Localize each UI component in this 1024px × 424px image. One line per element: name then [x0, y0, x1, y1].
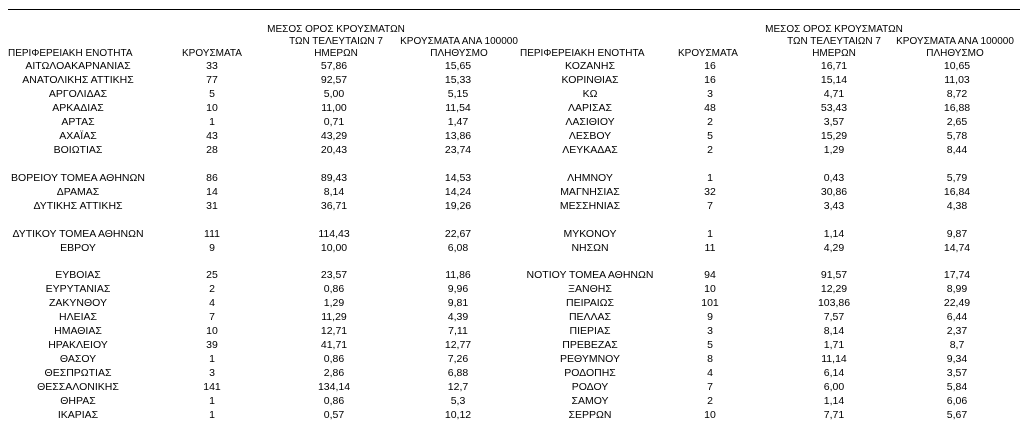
right-table-row: [0, 171, 1024, 185]
right-cell-avg7: 103,86: [817, 297, 851, 309]
right-cell-cases: 10: [704, 283, 716, 295]
right-cell-region: ΚΟΖΑΝΗΣ: [565, 60, 615, 72]
left-cell-region: ΗΛΕΙΑΣ: [58, 311, 97, 323]
left-cell-avg7: 20,43: [320, 144, 348, 156]
left-cell-avg7: 5,00: [323, 88, 345, 100]
left-cell-cases: 4: [209, 297, 215, 309]
right-header-cases: ΚΡΟΥΣΜΑΤΑ: [678, 48, 738, 59]
right-cell-region: ΠΡΕΒΕΖΑΣ: [562, 339, 618, 351]
right-cell-per100k: 2,37: [946, 325, 968, 337]
left-cell-region: ΒΟΡΕΙΟΥ ΤΟΜΕΑ ΑΘΗΝΩΝ: [11, 172, 145, 184]
right-cell-per100k: 3,57: [946, 367, 968, 379]
left-cell-avg7: 43,29: [320, 130, 348, 142]
right-table-row: [0, 366, 1024, 380]
right-cell-region: ΜΑΓΝΗΣΙΑΣ: [560, 186, 620, 198]
right-table-row: [0, 129, 1024, 143]
left-cell-region: ΙΚΑΡΙΑΣ: [57, 409, 99, 421]
right-cell-region: ΛΕΣΒΟΥ: [568, 130, 612, 142]
right-cell-region: ΛΑΣΙΘΙΟΥ: [565, 116, 615, 128]
right-cell-per100k: 8,99: [946, 283, 968, 295]
right-cell-cases: 3: [707, 325, 713, 337]
right-cell-region: ΚΩ: [582, 88, 598, 100]
left-cell-cases: 1: [209, 116, 215, 128]
right-cell-cases: 7: [707, 381, 713, 393]
right-cell-per100k: 5,84: [946, 381, 968, 393]
right-cell-cases: 1: [707, 172, 713, 184]
right-header-avg7: ΜΕΣΟΣ ΟΡΟΣ ΚΡΟΥΣΜΑΤΩΝ ΤΩΝ ΤΕΛΕΥΤΑΙΩΝ 7 ΗΜΕΡΩΝ: [765, 24, 903, 59]
right-cell-region: ΝΗΣΩΝ: [571, 242, 609, 254]
left-cell-per100k: 22,67: [444, 228, 472, 240]
right-cell-per100k: 8,72: [946, 88, 968, 100]
right-table-row: [0, 296, 1024, 310]
right-cell-region: ΛΗΜΝΟΥ: [567, 172, 613, 184]
left-cell-region: ΗΡΑΚΛΕΙΟΥ: [48, 339, 108, 351]
left-cell-per100k: 13,86: [444, 130, 472, 142]
left-cell-region: ΑΝΑΤΟΛΙΚΗΣ ΑΤΤΙΚΗΣ: [22, 74, 134, 86]
left-cell-cases: 31: [206, 200, 218, 212]
left-cell-avg7: 114,43: [318, 228, 350, 240]
left-cell-cases: 1: [209, 353, 215, 365]
left-cell-per100k: 9,96: [447, 283, 469, 295]
left-cell-avg7: 11,29: [321, 311, 347, 323]
left-header-region: ΠΕΡΙΦΕΡΕΙΑΚΗ ΕΝΟΤΗΤΑ: [8, 48, 133, 59]
left-cell-cases: 39: [206, 339, 218, 351]
right-cell-per100k: 5,67: [946, 409, 968, 421]
right-table-row: [0, 268, 1024, 282]
right-cell-avg7: 3,43: [823, 200, 845, 212]
right-table-row: [0, 227, 1024, 241]
right-table-row: [0, 282, 1024, 296]
right-table-row: [0, 199, 1024, 213]
right-cell-cases: 32: [704, 186, 716, 198]
right-cell-avg7: 1,14: [823, 395, 845, 407]
right-cell-per100k: 6,06: [946, 395, 968, 407]
right-cell-cases: 3: [707, 88, 713, 100]
left-cell-avg7: 10,00: [320, 242, 348, 254]
left-cell-avg7: 12,71: [320, 325, 348, 337]
left-header-avg7: ΜΕΣΟΣ ΟΡΟΣ ΚΡΟΥΣΜΑΤΩΝ ΤΩΝ ΤΕΛΕΥΤΑΙΩΝ 7 ΗΜΕΡΩΝ: [267, 24, 405, 59]
right-cell-avg7: 3,57: [823, 116, 845, 128]
right-cell-cases: 11: [704, 242, 716, 254]
right-cell-avg7: 15,14: [820, 74, 848, 86]
right-cell-avg7: 53,43: [820, 102, 848, 114]
right-cell-cases: 10: [704, 409, 716, 421]
left-cell-cases: 86: [206, 172, 218, 184]
right-cell-region: ΝΟΤΙΟΥ ΤΟΜΕΑ ΑΘΗΝΩΝ: [526, 269, 654, 281]
right-table-row: [0, 352, 1024, 366]
right-cell-cases: 101: [701, 297, 719, 309]
right-cell-cases: 9: [707, 311, 713, 323]
right-cell-cases: 2: [707, 144, 713, 156]
right-cell-region: ΡΟΔΟΥ: [571, 381, 609, 393]
left-cell-region: ΑΡΓΟΛΙΔΑΣ: [48, 88, 108, 100]
right-cell-per100k: 17,74: [943, 269, 971, 281]
left-cell-region: ΑΧΑΪΑΣ: [59, 130, 97, 142]
left-cell-region: ΘΕΣΠΡΩΤΙΑΣ: [44, 367, 112, 379]
right-cell-avg7: 1,29: [823, 144, 845, 156]
left-cell-region: ΗΜΑΘΙΑΣ: [54, 325, 102, 337]
left-cell-avg7: 92,57: [320, 74, 348, 86]
right-cell-avg7: 8,14: [823, 325, 845, 337]
left-cell-region: ΔΥΤΙΚΗΣ ΑΤΤΙΚΗΣ: [33, 200, 123, 212]
left-cell-per100k: 7,11: [448, 325, 468, 337]
left-cell-region: ΘΕΣΣΑΛΟΝΙΚΗΣ: [37, 381, 119, 393]
right-cell-avg7: 1,71: [823, 339, 845, 351]
right-table-row: [0, 408, 1024, 422]
right-cell-per100k: 16,88: [943, 102, 971, 114]
right-cell-per100k: 14,74: [943, 242, 971, 254]
right-table-row: [0, 241, 1024, 255]
right-cell-region: ΚΟΡΙΝΘΙΑΣ: [561, 74, 619, 86]
left-cell-region: ΘΗΡΑΣ: [60, 395, 96, 407]
left-cell-avg7: 23,57: [320, 269, 348, 281]
left-cell-cases: 141: [203, 381, 221, 393]
right-cell-per100k: 8,7: [949, 339, 965, 351]
right-cell-avg7: 4,71: [823, 88, 845, 100]
left-cell-cases: 1: [209, 395, 215, 407]
left-cell-per100k: 11,86: [445, 269, 471, 281]
right-cell-avg7: 7,71: [823, 409, 845, 421]
right-cell-region: ΠΙΕΡΙΑΣ: [569, 325, 611, 337]
left-cell-per100k: 6,88: [447, 367, 469, 379]
right-cell-cases: 2: [707, 395, 713, 407]
right-cell-region: ΞΑΝΘΗΣ: [568, 283, 612, 295]
left-cell-region: ΕΒΡΟΥ: [60, 242, 96, 254]
right-cell-per100k: 10,65: [943, 60, 971, 72]
right-header-per100k: ΚΡΟΥΣΜΑΤΑ ΑΝΑ 100000 ΠΛΗΘΥΣΜΟ: [896, 36, 1014, 59]
left-cell-region: ΒΟΙΩΤΙΑΣ: [53, 144, 103, 156]
right-cell-cases: 2: [707, 116, 713, 128]
right-cell-per100k: 11,03: [944, 74, 970, 86]
left-cell-cases: 7: [209, 311, 215, 323]
right-cell-region: ΜΕΣΣΗΝΙΑΣ: [559, 200, 621, 212]
left-cell-avg7: 2,86: [323, 367, 345, 379]
right-cell-region: ΣΕΡΡΩΝ: [568, 409, 612, 421]
left-cell-cases: 9: [209, 242, 215, 254]
right-cell-region: ΠΕΙΡΑΙΩΣ: [566, 297, 614, 309]
right-table-row: [0, 324, 1024, 338]
left-cell-cases: 2: [209, 283, 215, 295]
left-cell-cases: 111: [204, 228, 220, 240]
left-cell-per100k: 23,74: [444, 144, 472, 156]
left-cell-avg7: 36,71: [320, 200, 348, 212]
right-cell-avg7: 12,29: [820, 283, 848, 295]
left-cell-per100k: 15,33: [444, 74, 472, 86]
left-cell-cases: 14: [206, 186, 218, 198]
right-cell-per100k: 16,84: [943, 186, 971, 198]
left-header-per100k: ΚΡΟΥΣΜΑΤΑ ΑΝΑ 100000 ΠΛΗΘΥΣΜΟ: [400, 36, 518, 59]
right-cell-avg7: 6,00: [823, 381, 845, 393]
left-cell-per100k: 11,54: [445, 102, 471, 114]
left-cell-avg7: 8,14: [323, 186, 345, 198]
right-cell-region: ΡΟΔΟΠΗΣ: [564, 367, 616, 379]
left-cell-per100k: 5,15: [447, 88, 469, 100]
right-table-row: [0, 59, 1024, 73]
left-cell-avg7: 134,14: [317, 381, 351, 393]
left-cell-cases: 43: [206, 130, 218, 142]
left-cell-region: ΔΡΑΜΑΣ: [56, 186, 100, 198]
right-cell-per100k: 4,38: [946, 200, 968, 212]
right-cell-avg7: 30,86: [820, 186, 848, 198]
right-cell-cases: 48: [704, 102, 716, 114]
left-cell-cases: 77: [206, 74, 218, 86]
right-cell-avg7: 15,29: [820, 130, 848, 142]
top-rule: [8, 9, 1020, 10]
right-cell-per100k: 5,78: [946, 130, 968, 142]
right-cell-per100k: 9,34: [946, 353, 968, 365]
right-table-row: [0, 394, 1024, 408]
right-table-row: [0, 101, 1024, 115]
left-cell-avg7: 0,71: [323, 116, 345, 128]
left-cell-cases: 3: [209, 367, 215, 379]
left-cell-cases: 25: [206, 269, 218, 281]
right-cell-avg7: 4,29: [823, 242, 845, 254]
left-cell-avg7: 0,57: [323, 409, 345, 421]
right-table-row: [0, 185, 1024, 199]
left-cell-per100k: 4,39: [447, 311, 469, 323]
left-cell-per100k: 6,08: [447, 242, 469, 254]
left-cell-region: ΑΡΤΑΣ: [61, 116, 95, 128]
left-cell-per100k: 12,77: [444, 339, 472, 351]
right-cell-cases: 8: [707, 353, 713, 365]
left-cell-avg7: 0,86: [323, 353, 345, 365]
right-cell-cases: 16: [704, 60, 716, 72]
right-cell-avg7: 11,14: [821, 353, 847, 365]
right-cell-per100k: 22,49: [943, 297, 971, 309]
left-cell-avg7: 1,29: [323, 297, 345, 309]
right-table-row: [0, 143, 1024, 157]
right-table-row: [0, 380, 1024, 394]
left-cell-per100k: 7,26: [447, 353, 469, 365]
left-cell-per100k: 15,65: [444, 60, 472, 72]
left-header-cases: ΚΡΟΥΣΜΑΤΑ: [182, 48, 242, 59]
left-cell-avg7: 11,00: [321, 102, 347, 114]
right-table-row: [0, 338, 1024, 352]
right-cell-region: ΠΕΛΛΑΣ: [568, 311, 612, 323]
left-cell-region: ΕΥΡΥΤΑΝΙΑΣ: [45, 283, 111, 295]
right-cell-avg7: 16,71: [820, 60, 848, 72]
left-cell-cases: 10: [206, 102, 218, 114]
left-cell-region: ΔΥΤΙΚΟΥ ΤΟΜΕΑ ΑΘΗΝΩΝ: [12, 228, 144, 240]
left-cell-cases: 5: [209, 88, 215, 100]
right-cell-region: ΜΥΚΟΝΟΥ: [563, 228, 617, 240]
right-cell-region: ΣΑΜΟΥ: [571, 395, 609, 407]
left-cell-avg7: 57,86: [320, 60, 348, 72]
left-cell-region: ΕΥΒΟΙΑΣ: [55, 269, 101, 281]
right-cell-per100k: 6,44: [946, 311, 968, 323]
right-cell-avg7: 1,14: [823, 228, 845, 240]
left-cell-avg7: 89,43: [320, 172, 348, 184]
left-cell-per100k: 10,12: [444, 409, 472, 421]
left-cell-region: ΑΙΤΩΛΟΑΚΑΡΝΑΝΙΑΣ: [25, 60, 131, 72]
right-cell-cases: 5: [707, 339, 713, 351]
left-cell-per100k: 12,7: [447, 381, 469, 393]
right-cell-per100k: 8,44: [946, 144, 968, 156]
left-cell-per100k: 19,26: [444, 200, 472, 212]
left-cell-avg7: 41,71: [320, 339, 348, 351]
left-cell-cases: 33: [206, 60, 218, 72]
right-cell-cases: 5: [707, 130, 713, 142]
right-cell-avg7: 7,57: [823, 311, 845, 323]
left-cell-per100k: 14,24: [444, 186, 472, 198]
left-cell-avg7: 0,86: [323, 283, 345, 295]
right-cell-cases: 94: [704, 269, 716, 281]
right-cell-cases: 1: [707, 228, 713, 240]
right-table-row: [0, 73, 1024, 87]
right-table-row: [0, 87, 1024, 101]
right-cell-avg7: 6,14: [823, 367, 845, 379]
left-cell-per100k: 1,47: [447, 116, 469, 128]
left-cell-region: ΘΑΣΟΥ: [59, 353, 97, 365]
left-cell-cases: 10: [206, 325, 218, 337]
right-cell-cases: 4: [707, 367, 713, 379]
left-cell-region: ΖΑΚΥΝΘΟΥ: [48, 297, 107, 309]
right-cell-per100k: 2,65: [946, 116, 968, 128]
right-table-row: [0, 115, 1024, 129]
right-cell-avg7: 91,57: [820, 269, 848, 281]
left-cell-cases: 1: [209, 409, 215, 421]
right-cell-cases: 7: [707, 200, 713, 212]
right-cell-per100k: 5,79: [946, 172, 968, 184]
left-cell-avg7: 0,86: [323, 395, 345, 407]
right-cell-region: ΛΕΥΚΑΔΑΣ: [562, 144, 618, 156]
right-cell-region: ΛΑΡΙΣΑΣ: [568, 102, 612, 114]
right-cell-cases: 16: [704, 74, 716, 86]
left-cell-per100k: 9,81: [447, 297, 469, 309]
left-cell-region: ΑΡΚΑΔΙΑΣ: [52, 102, 104, 114]
left-cell-per100k: 14,53: [444, 172, 472, 184]
right-cell-avg7: 0,43: [823, 172, 845, 184]
right-table-row: [0, 310, 1024, 324]
left-cell-cases: 28: [206, 144, 218, 156]
left-cell-per100k: 5,3: [450, 395, 466, 407]
right-cell-region: ΡΕΘΥΜΝΟΥ: [559, 353, 620, 365]
right-header-region: ΠΕΡΙΦΕΡΕΙΑΚΗ ΕΝΟΤΗΤΑ: [520, 48, 645, 59]
right-cell-per100k: 9,87: [946, 228, 968, 240]
